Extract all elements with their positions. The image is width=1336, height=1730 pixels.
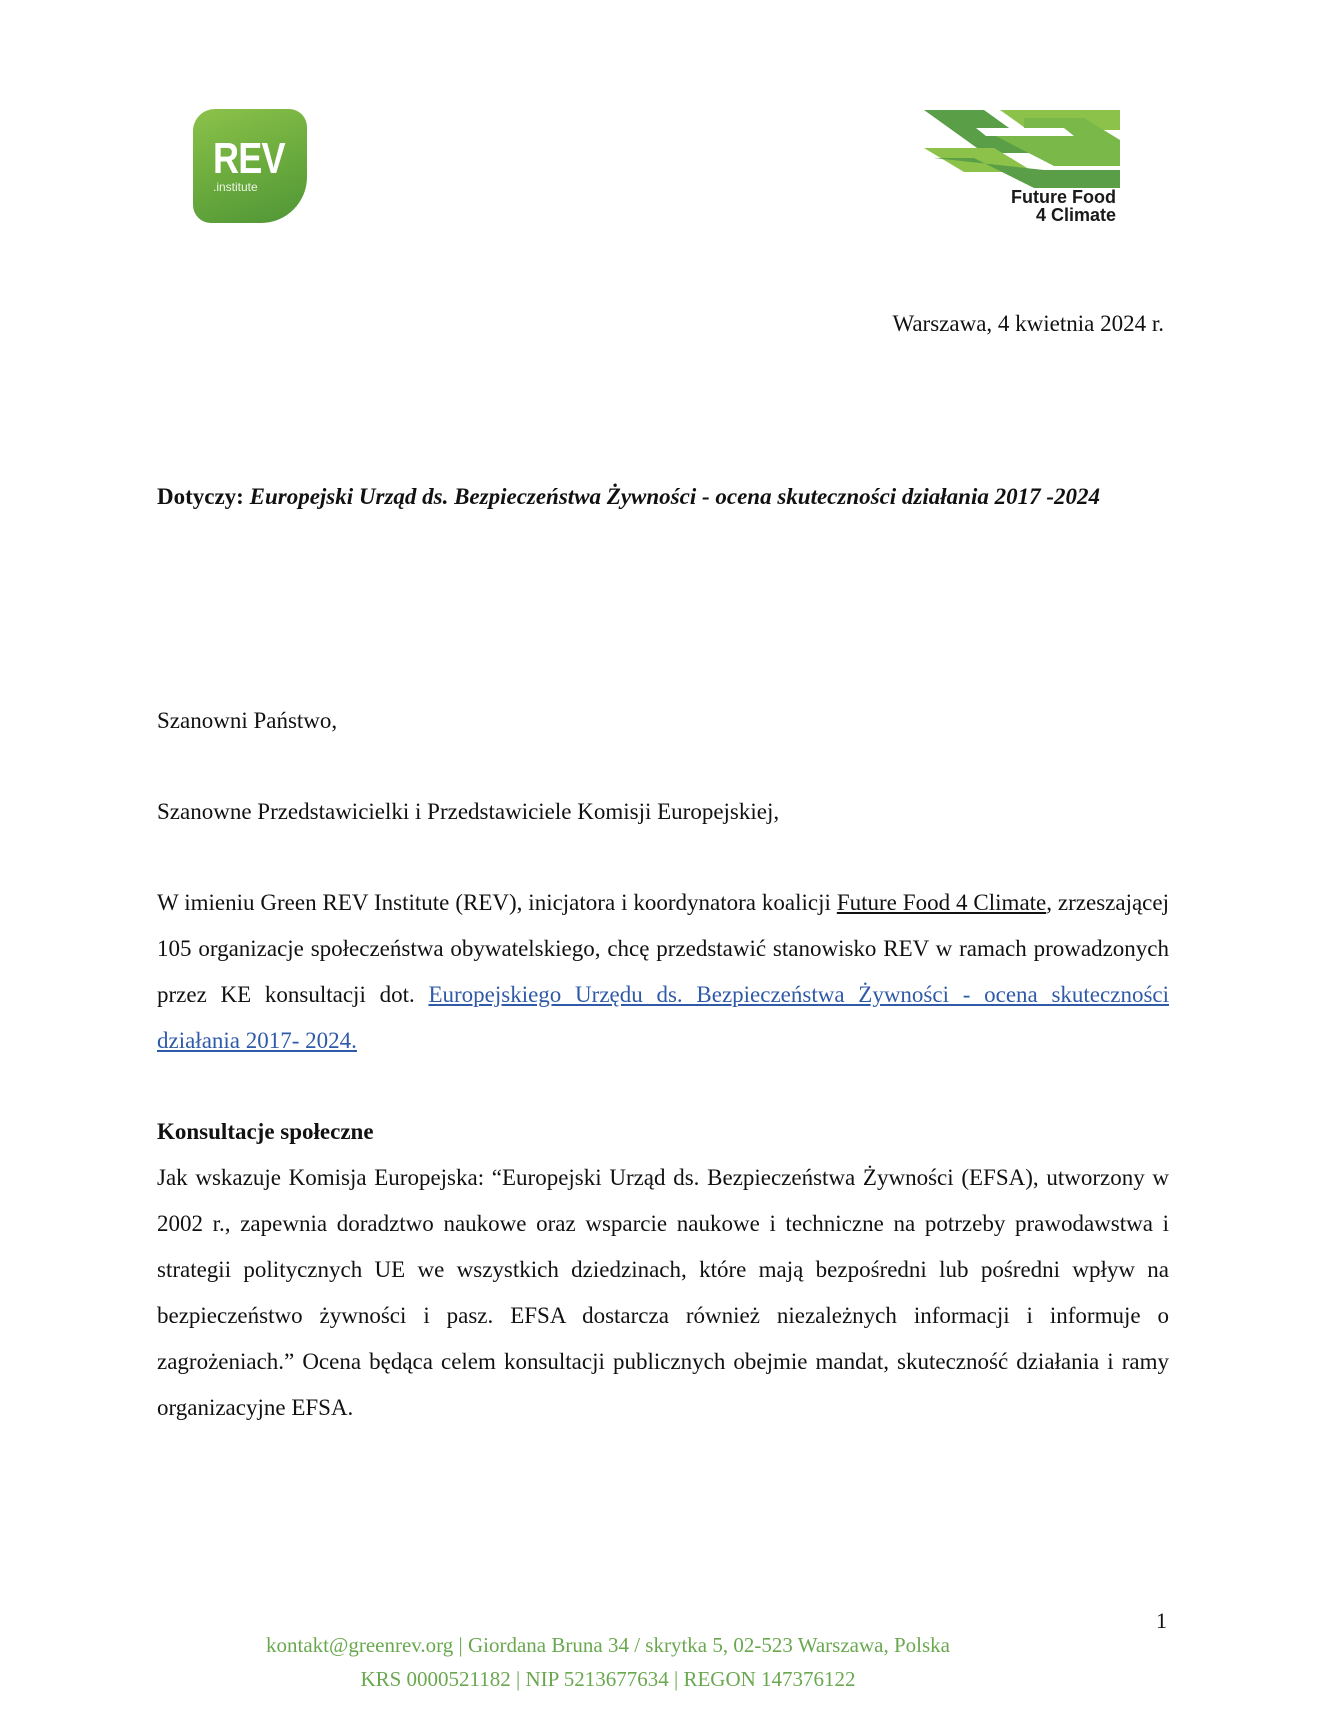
footer-registry-line: KRS 0000521182 | NIP 5213677634 | REGON 147376122 <box>360 1667 856 1691</box>
future-food-4-climate-logo <box>924 108 1120 228</box>
footer-contact-line: kontakt@greenrev.org | Giordana Bruna 34 / skrytka 5, 02-523 Warszawa, Polska <box>266 1633 950 1657</box>
intro-text-start: W imieniu Green REV Institute (REV), inicjatora i koordynatora koalicji <box>157 890 837 915</box>
subject-line <box>157 474 1173 520</box>
rev-logo-text: REV <box>213 134 285 183</box>
future-food-emblem-icon <box>924 108 1120 188</box>
future-food-logo-line1: Future Food <box>1011 187 1116 207</box>
section-paragraph: Jak wskazuje Komisja Europejska: “Europejski Urząd ds. Bezpieczeństwa Żywności (EFSA), utworzony w 2002 r., zapewnia doradztwo naukowe oraz wsparcie naukowe i techniczne na potrzeby prawodawstwa i strategii politycznych UE we wszystkich dziedzinach, które mają bezpośredni lub pośredni wpływ na bezpieczeństwo żywności i pasz. EFSA dostarcza również niezależnych informacji i informuje o zagrożeniach.” Ocena będąca celem konsultacji publicznych obejmie mandat, skuteczność działania i ramy organizacyjne EFSA. <box>157 1165 1169 1420</box>
consultation-link[interactable]: Europejskiego Urzędu ds. Bezpieczeństwa Żywności - ocena skuteczności działania 2017- 2024. <box>157 982 1169 1053</box>
letter-date: Warszawa, 4 kwietnia 2024 r. <box>892 311 1164 336</box>
subject-lead: Dotyczy: <box>157 484 244 509</box>
rev-logo-subtext: .institute <box>213 180 258 194</box>
intro-text-middle: , zrzeszającej 105 organizacje społeczeństwa obywatelskiego, chcę przedstawić stanowisko REV w ramach prowadzonych przez KE konsultacji dot. <box>157 890 1169 1007</box>
future-food-logo-line2: 4 Climate <box>1035 205 1116 225</box>
coalition-link[interactable]: Future Food 4 Climate <box>836 890 1047 915</box>
section-heading: Konsultacje społeczne <box>157 1119 374 1144</box>
page-number: 1 <box>1156 1608 1167 1633</box>
intro-paragraph <box>157 880 1169 1064</box>
greeting-line-2: Szanowne Przedstawicielki i Przedstawiciele Komisji Europejskiej, <box>157 799 780 824</box>
rev-institute-logo <box>193 109 307 223</box>
subject-title: Europejski Urząd ds. Bezpieczeństwa Żywności - ocena skuteczności działania 2017 -2024 <box>249 484 1101 509</box>
greeting-line-1: Szanowni Państwo, <box>157 708 338 733</box>
